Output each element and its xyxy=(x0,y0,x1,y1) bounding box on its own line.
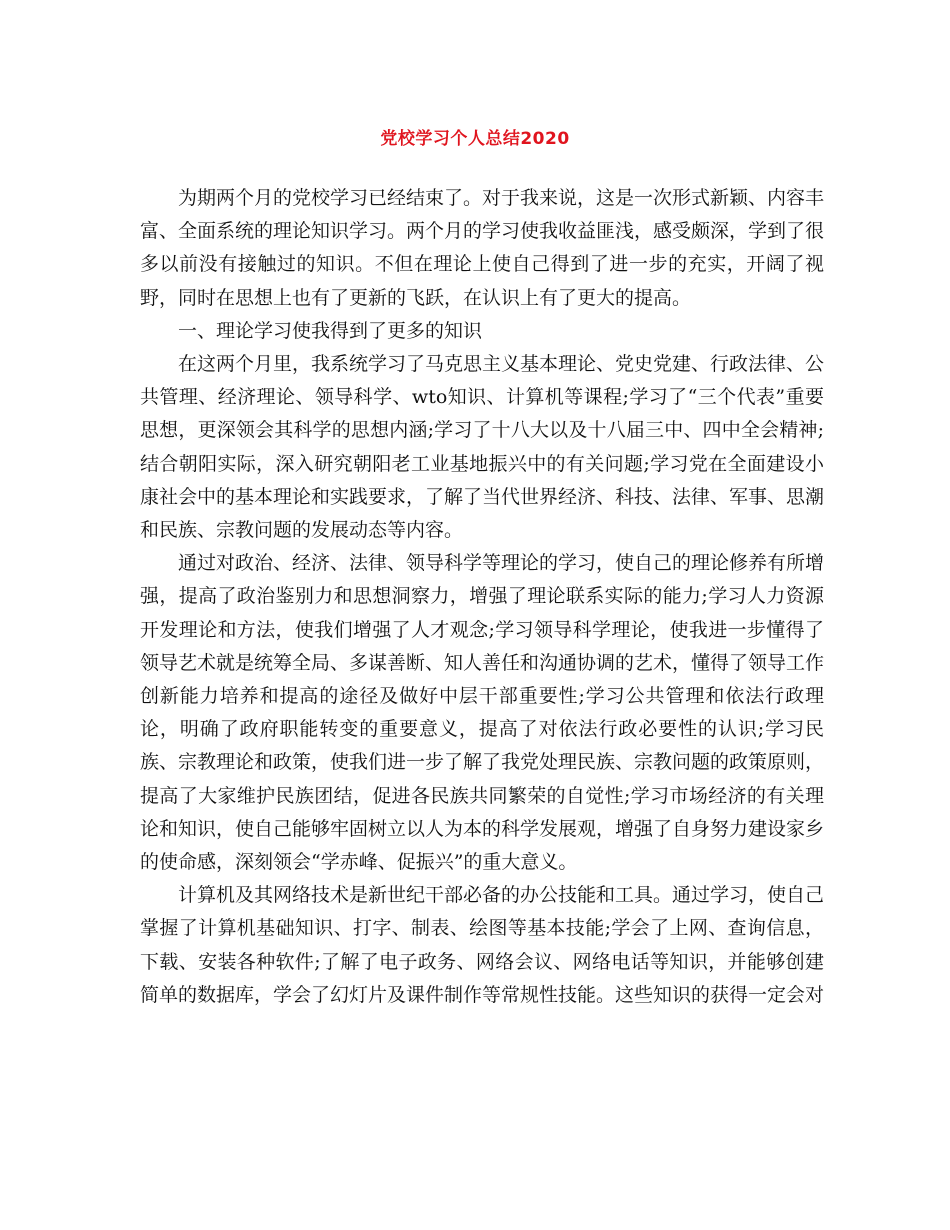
paragraph-computer-skills: 计算机及其网络技术是新世纪干部必备的办公技能和工具。通过学习，使自己掌握了计算机基础知识、打字、制表、绘图等基本技能;学会了上网、查询信息，下载、安装各种软件;了解了电子政务、网络会议、网络电话等知识，并能够创建简单的数据库，学会了幻灯片及课件制作等常规性技能。这些知识的获得一定会对 xyxy=(140,884,825,1006)
section-heading-1: 一、理论学习使我得到了更多的知识 xyxy=(178,319,483,342)
paragraph-intro: 为期两个月的党校学习已经结束了。对于我来说，这是一次形式新颖、内容丰富、全面系统的理论知识学习。两个月的学习使我收益匪浅，感受颇深，学到了很多以前没有接触过的知识。不但在理论上使自己得到了进一步的充实，开阔了视野，同时在思想上也有了更新的飞跃，在认识上有了更大的提高。 xyxy=(140,187,825,309)
paragraph-courses: 在这两个月里，我系统学习了马克思主义基本理论、党史党建、行政法律、公共管理、经济理论、领导科学、wto知识、计算机等课程;学习了“三个代表”重要思想，更深领会其科学的思想内涵;学习了十八大以及十八届三中、四中全会精神;结合朝阳实际，深入研究朝阳老工业基地振兴中的有关问题;学习党在全面建设小康社会中的基本理论和实践要求，了解了当代世界经济、科技、法律、军事、思潮和民族、宗教问题的发展动态等内容。 xyxy=(140,353,825,542)
document-body xyxy=(140,182,824,1012)
paragraph-theory-study: 通过对政治、经济、法律、领导科学等理论的学习，使自己的理论修养有所增强，提高了政治鉴别力和思想洞察力，增强了理论联系实际的能力;学习人力资源开发理论和方法，使我们增强了人才观念;学习领导科学理论，使我进一步懂得了领导艺术就是统筹全局、多谋善断、知人善任和沟通协调的艺术，懂得了领导工作创新能力培养和提高的途径及做好中层干部重要性;学习公共管理和依法行政理论，明确了政府职能转变的重要意义，提高了对依法行政必要性的认识;学习民族、宗教理论和政策，使我们进一步了解了我党处理民族、宗教问题的政策原则，提高了大家维护民族团结，促进各民族共同繁荣的自觉性;学习市场经济的有关理论和知识，使自己能够牢固树立以人为本的科学发展观，增强了自身努力建设家乡的使命感，深刻领会“学赤峰、促振兴”的重大意义。 xyxy=(140,552,825,874)
document-title: 党校学习个人总结2020 xyxy=(380,129,570,149)
